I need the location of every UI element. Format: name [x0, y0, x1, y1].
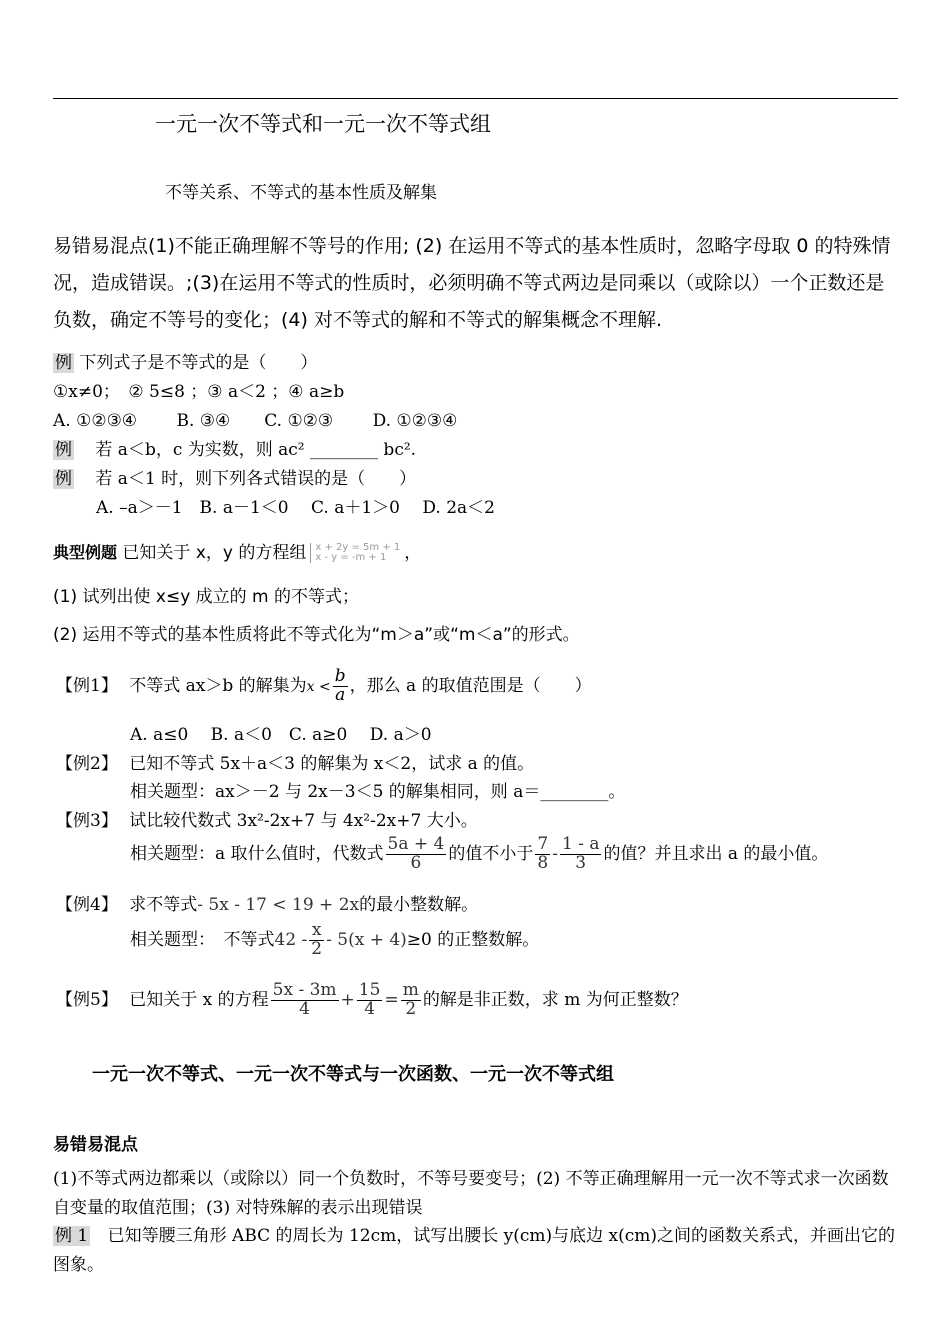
example-a-items: ①x≠0； ② 5≤8 ；③ a＜2 ；④ a≥b	[53, 382, 345, 402]
example-3-related-b: 的值不小于	[448, 843, 534, 864]
example-b-text: 若 a＜b，c 为实数，则 ac² ________ bc².	[95, 440, 417, 460]
example-4-expr: - 5x - 17 < 19 + 2x	[197, 895, 360, 915]
example-4-label: 【例4】	[56, 895, 118, 915]
section-2-mistakes-label: 易错易混点	[53, 1135, 138, 1155]
fraction-x-over-2	[309, 922, 324, 959]
fraction-num: 5x - 3m	[272, 980, 337, 1000]
section-subtitle: 不等关系、不等式的基本性质及解集	[165, 183, 437, 203]
example-4-text-b: 的最小整数解。	[359, 895, 479, 915]
fraction-den: 2	[311, 938, 323, 959]
example-4-related	[130, 922, 539, 959]
example-4-expr2-b: - 5(x + 4)	[326, 929, 407, 950]
fraction-den: 3	[575, 852, 587, 873]
typical-comma: ，	[404, 543, 422, 563]
example-2-label: 【例2】	[56, 754, 118, 774]
typical-q2: (2) 运用不等式的基本性质将此不等式化为“m＞a”或“m＜a”的形式。	[53, 625, 580, 645]
section-2-example-text: 已知等腰三角形 ABC 的周长为 12cm，试写出腰长 y(cm)与底边 x(cm)之间的函数关系式，并画出它的图象。	[53, 1226, 896, 1275]
section-2-example	[53, 1222, 898, 1280]
fraction-num: x	[309, 922, 324, 941]
fraction-num: 15	[358, 980, 381, 1000]
fraction-num: m	[402, 980, 419, 1000]
example-a-question	[53, 348, 317, 373]
system-line-1: x + 2y = 5m + 1	[315, 542, 401, 553]
example-c-choices: A. –a＞－1 B. a－1＜0 C. a＋1＞0 D. 2a＜2	[96, 498, 495, 518]
example-c	[53, 464, 416, 489]
example-5-text-a: 已知关于 x 的方程	[129, 989, 269, 1010]
system-line-2: x - y = -m + 1	[315, 552, 387, 563]
example-2-related: 相关题型：ax＞－2 与 2x－3＜5 的解集相同，则 a＝________。	[130, 782, 626, 802]
fraction-5a4-over-6	[386, 836, 447, 873]
example-3-related-a: 相关题型：a 取什么值时，代数式	[130, 843, 384, 864]
example-2-text: 已知不等式 5x＋a＜3 的解集为 x＜2，试求 a 的值。	[129, 754, 535, 774]
equals-sign: =	[384, 989, 399, 1010]
typical-example	[53, 538, 421, 563]
doc-title: 一元一次不等式和一元一次不等式组	[155, 112, 491, 136]
example-4-related-b: ≥0 的正整数解。	[406, 929, 540, 950]
example-4	[56, 890, 478, 915]
fraction-1a-over-3	[560, 836, 602, 873]
typical-intro: 已知关于 x，y 的方程组	[122, 543, 307, 563]
example-b	[53, 435, 416, 460]
fraction-num: 7	[537, 834, 549, 854]
equation-system	[310, 543, 400, 563]
fraction-15-over-4	[357, 982, 383, 1019]
mistakes-label: 易错易混点	[53, 235, 149, 257]
fraction-num: 1 - a	[561, 834, 600, 854]
mistakes-paragraph	[53, 228, 898, 339]
fraction-den: 6	[410, 852, 422, 873]
typical-label: 典型例题	[53, 543, 118, 562]
mistakes-text: (1)不能正确理解不等号的作用; (2) 在运用不等式的基本性质时，忽略字母取 0 的特殊情况，造成错误。;(3)在运用不等式的性质时，必须明确不等式两边是同乘以（或除以）一个正数还是负数，确定不等号的变化；(4) 对不等式的解和不等式的解集概念不理解.	[53, 235, 891, 331]
example-3-text: 试比较代数式 3x²-2x+7 与 4x²-2x+7 大小。	[129, 811, 478, 831]
example-a-text: 下列式子是不等式的是（ ）	[79, 353, 318, 373]
example-1-text-b: ，那么 a 的取值范围是（ ）	[349, 675, 592, 696]
fraction-num: b	[334, 666, 346, 686]
example-5-text-b: 的解是非正数，求 m 为何正整数？	[422, 989, 688, 1010]
fraction-b-over-a	[333, 668, 348, 705]
example-tag: 例	[55, 469, 72, 489]
section-2-mistakes-text: (1)不等式两边都乘以（或除以）同一个负数时，不等号要变号；(2) 不等正确理解用一元一次不等式求一次函数自变量的取值范围；(3) 对特殊解的表示出现错误	[53, 1169, 889, 1218]
example-1	[56, 668, 592, 705]
example-4-text-a: 求不等式	[129, 895, 198, 915]
example-3-related	[130, 836, 828, 873]
example-c-text: 若 a＜1 时，则下列各式错误的是（ ）	[95, 469, 417, 489]
example-3-related-c: 的值？并且求出 a 的最小值。	[603, 843, 829, 864]
example-3-label: 【例3】	[56, 811, 118, 831]
fraction-den: 4	[364, 998, 376, 1019]
fraction-m-over-2	[401, 982, 421, 1019]
plus-sign: +	[340, 989, 355, 1010]
fraction-den: 2	[405, 998, 417, 1019]
example-tag: 例	[55, 353, 72, 373]
fraction-num: 5a + 4	[387, 834, 445, 854]
fraction-den: 4	[299, 998, 310, 1019]
example-5-label: 【例5】	[56, 989, 118, 1010]
example-1-label: 【例1】	[56, 675, 118, 696]
fraction-7-over-8	[535, 836, 550, 873]
fraction-den: a	[333, 686, 348, 705]
example-tag: 例	[55, 440, 72, 460]
section-2-heading: 一元一次不等式、一元一次不等式与一次函数、一元一次不等式组	[92, 1064, 614, 1085]
example-1-x: x <	[306, 678, 331, 695]
example-3	[56, 806, 478, 831]
header-rule	[53, 98, 898, 99]
fraction-5x3m-over-4	[271, 982, 339, 1019]
example-4-expr2-a: 42 -	[274, 929, 308, 950]
example-5	[56, 982, 688, 1019]
example-4-related-a: 相关题型： 不等式	[130, 929, 275, 950]
example-2	[56, 749, 534, 774]
minus-sign: -	[552, 843, 558, 864]
example-1-choices: A. a≤0 B. a＜0 C. a≥0 D. a＞0	[130, 725, 432, 745]
example-tag: 例 1	[55, 1226, 89, 1246]
typical-q1: (1) 试列出使 x≤y 成立的 m 的不等式；	[53, 587, 360, 607]
fraction-den: 8	[537, 852, 549, 873]
example-1-text-a: 不等式 ax＞b 的解集为	[129, 675, 307, 696]
example-a-choices: A. ①②③④ B. ③④ C. ①②③ D. ①②③④	[53, 411, 458, 431]
